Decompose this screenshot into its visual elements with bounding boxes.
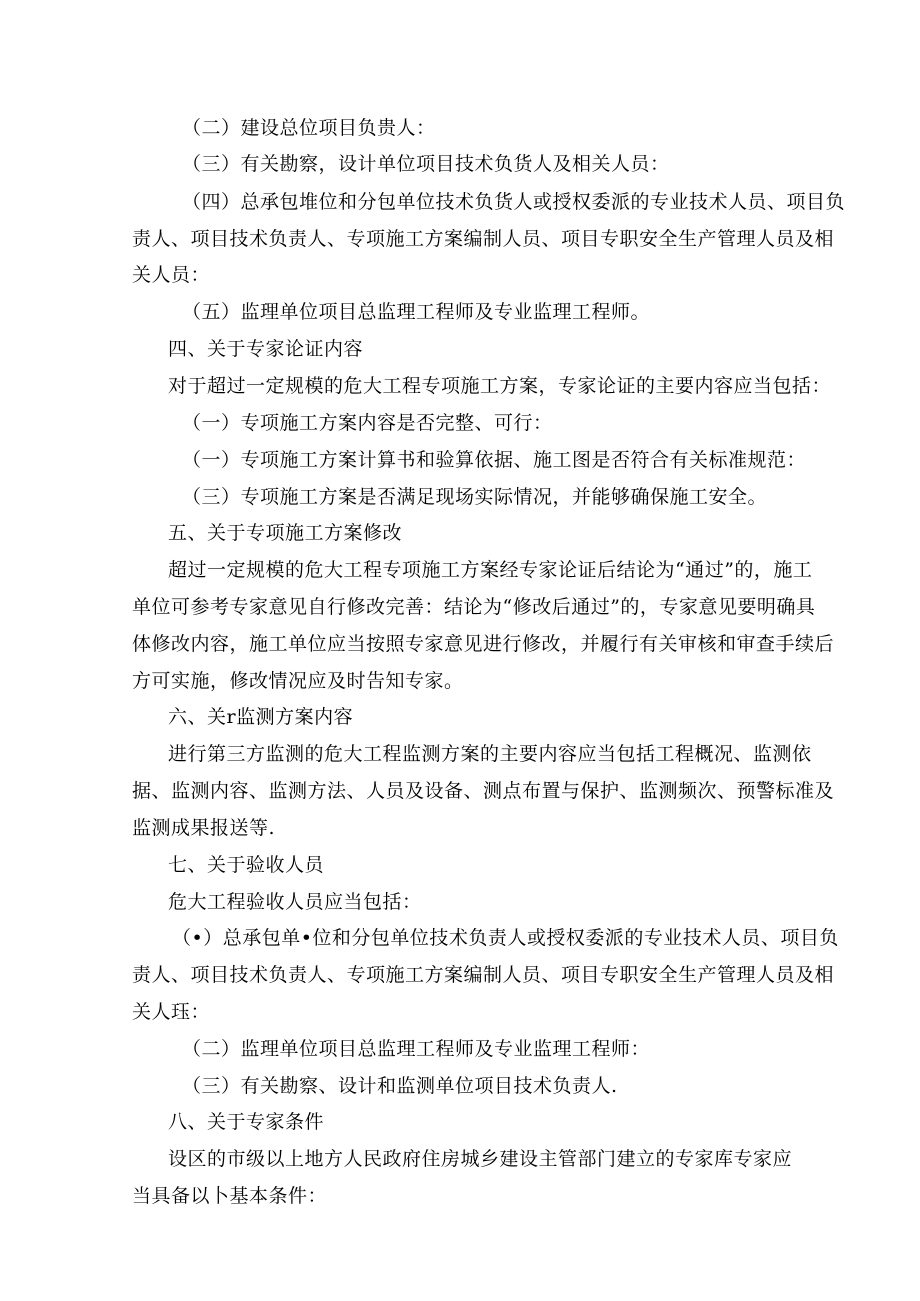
text-line: 据、监测内容、监测方法、人员及设备、测点布置与保护、监测频次、预警标准及 — [132, 780, 835, 802]
text-line: 责人、项目技术负责人、专项施工方案编制人员、项目专职安全生产管理人员及相 — [132, 964, 835, 986]
text-line: （一）专项施工方案计算书和验算依据、施工图是否符合有关标准规范： — [182, 449, 807, 471]
text-line: （三）有关勘察、设计和监测单位项目技术负责人. — [182, 1075, 618, 1097]
text-line: （二）建设总位项目负贵人： — [182, 117, 436, 139]
section-heading: 七、关于验收人员 — [168, 854, 325, 876]
section-heading: 四、关于专家论证内容 — [168, 338, 364, 360]
text-line: （•）总承包单•位和分包单位技术负责人或授权委派的专业技术人员、项目负 — [172, 927, 839, 949]
section-heading: 八、关于专家条件 — [168, 1111, 325, 1133]
section-heading: 六、关r监测方案内容 — [168, 706, 354, 728]
text-line: 关人珏： — [132, 1001, 211, 1023]
text-line: 当具备以卜基本条件： — [132, 1185, 328, 1207]
text-line: 关人员： — [132, 264, 211, 286]
text-line: 监测成果报送等. — [132, 817, 276, 839]
text-line: 方可实施，修改情况应及时告知专家。 — [132, 670, 464, 692]
text-line: （一）专项施工方案内容是否完整、可行： — [182, 412, 553, 434]
text-line: （二）监理单位项目总监理工程师及专业监理工程师： — [182, 1038, 651, 1060]
text-line: （三）有关勘察，设计单位项目技术负货人及相关人员： — [182, 153, 670, 175]
text-line: 体修改内容，施工单位应当按照专家意见进行修改，并履行有关审核和审查手续后 — [132, 633, 835, 655]
text-line: 对于超过一定规模的危大工程专项施工方案，专家论证的主要内容应当包括： — [168, 375, 832, 397]
text-line: 进行第三方监测的危大工程监测方案的主要内容应当包括工程概况、监测依 — [168, 743, 812, 765]
text-line: 危大工程验收人员应当包括： — [168, 891, 422, 913]
text-line: （四）总承包堆位和分包单位技术负货人或授权委派的专业技术人员、项目负 — [182, 191, 846, 213]
text-line: （三）专项施工方案是否满足现场实际情况，并能够确保施工安全。 — [182, 486, 768, 508]
text-line: 责人、项目技术负责人、专项施工方案编制人员、项目专职安全生产管理人员及相 — [132, 228, 835, 250]
text-line: 超过一定规模的危大工程专项施工方案经专家论证后结论为“通过”的，施工 — [168, 559, 813, 581]
text-line: 单位可参考专家意见自行修改完善：结论为“修改后通过”的，专家意见要明确具 — [132, 596, 816, 618]
text-line: 设区的市级以上地方人民政府住房城乡建设主管部门建立的专家库专家应 — [168, 1148, 793, 1170]
text-line: （五）监理单位项目总监理工程师及专业监理工程师。 — [182, 301, 651, 323]
section-heading: 五、关于专项施工方案修改 — [168, 522, 403, 544]
